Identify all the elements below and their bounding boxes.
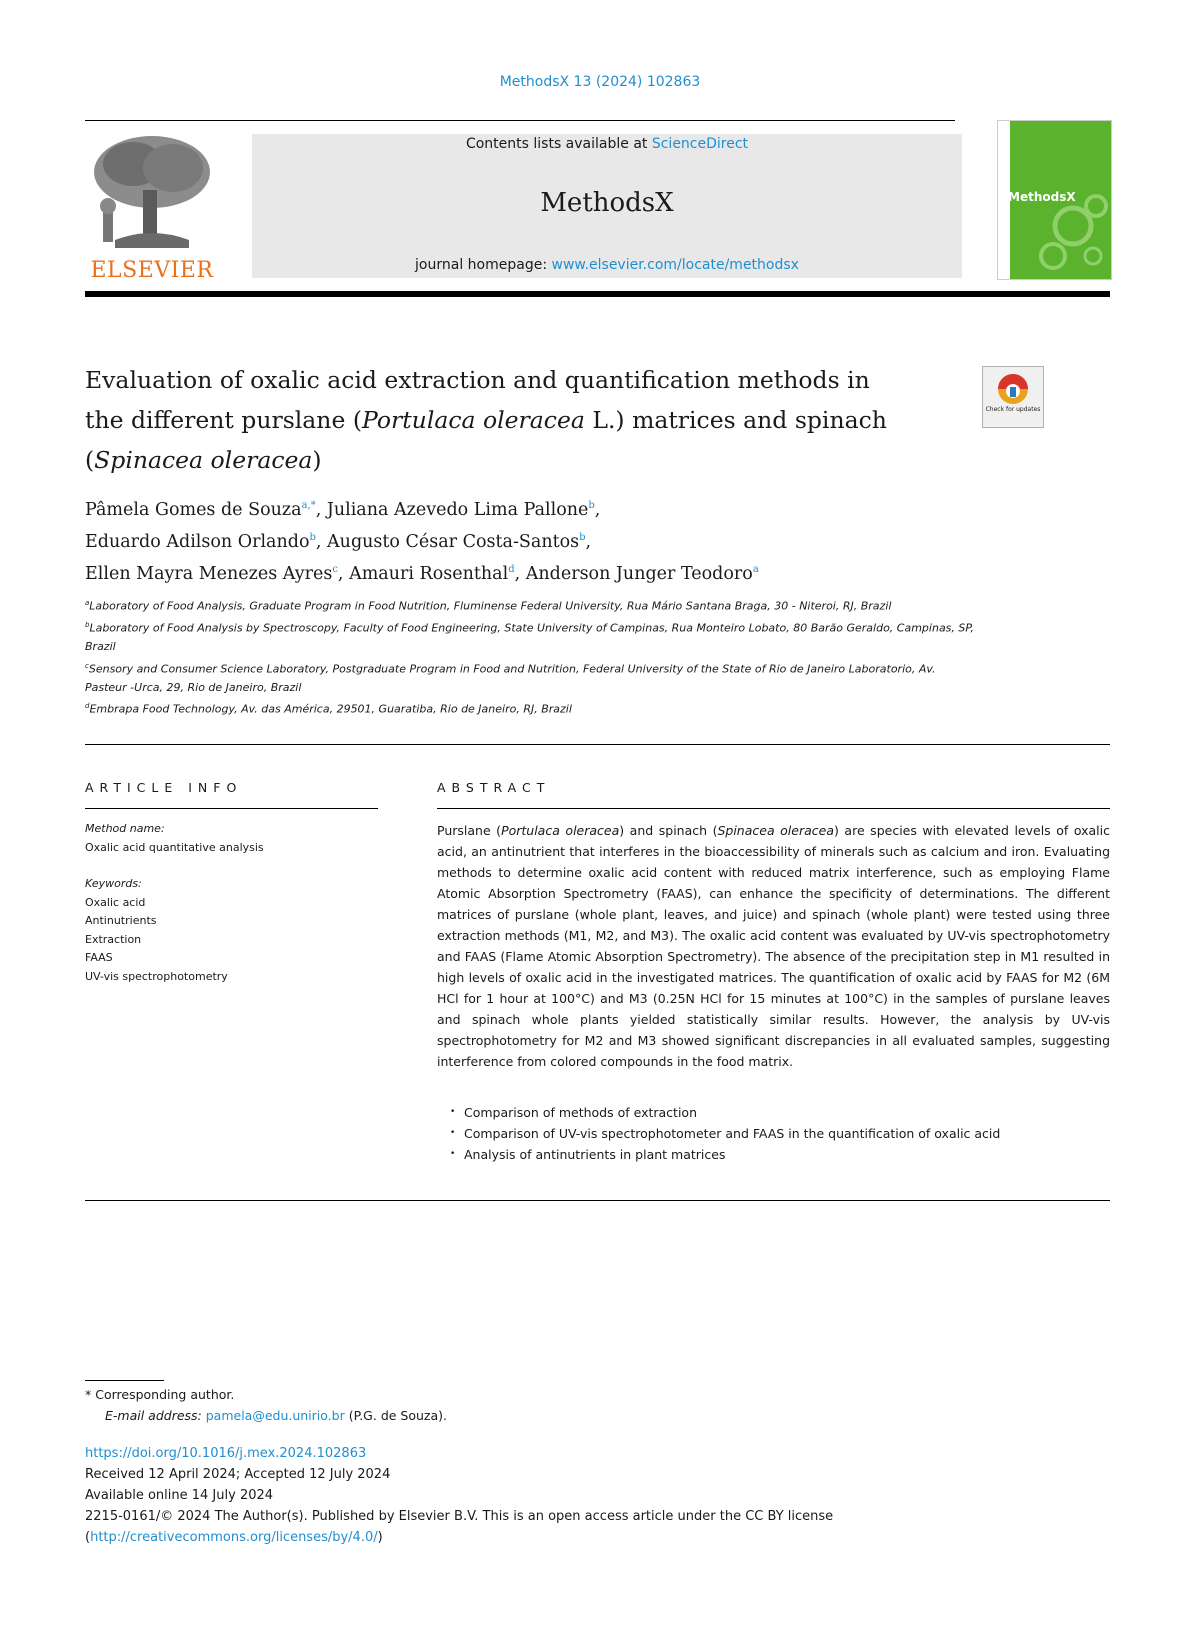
author-separator: ,: [315, 500, 327, 520]
method-value: Oxalic acid quantitative analysis: [85, 840, 264, 854]
author-name[interactable]: Augusto César Costa-Santos: [327, 532, 580, 552]
sciencedirect-link[interactable]: ScienceDirect: [651, 136, 749, 152]
article-title: [85, 360, 975, 480]
author-name[interactable]: Amauri Rosenthal: [349, 564, 509, 584]
homepage-line: [252, 257, 962, 273]
title-line-1: Evaluation of oxalic acid extraction and quantification methods in: [85, 366, 870, 394]
author-separator: ,: [514, 564, 526, 584]
corresponding-footnote: [85, 1384, 785, 1426]
author-affiliation-marker[interactable]: b: [579, 532, 586, 543]
homepage-prefix: journal homepage:: [415, 257, 552, 273]
article-info-heading: ARTICLE INFO: [85, 780, 243, 795]
author-affiliation-marker[interactable]: a,*: [301, 500, 316, 511]
abstract-rule: [437, 808, 1110, 809]
title-text: L.) matrices and spinach: [584, 406, 887, 434]
author-separator: ,: [585, 532, 592, 552]
footnote-rule: [85, 1380, 164, 1381]
publication-info: [85, 1443, 985, 1548]
email-link[interactable]: pamela@edu.unirio.br: [205, 1408, 345, 1423]
abstract-fragment: Purslane (: [437, 823, 502, 838]
affiliation-item: [85, 697, 975, 719]
affiliation-item: [85, 594, 975, 616]
affiliation-item: [85, 657, 975, 698]
keyword-item: FAAS: [85, 951, 113, 964]
abstract-fragment: ) are species with elevated levels of oxalic acid, an antinutrient that interferes in the bioaccessibility of minerals such as calcium and iron. Evaluating methods to determine oxalic acid content with reduced matrix interference, such as employing Flame Atomic Absorption Spectrometry (FAAS), can enhance the specificity of determinations. The different matrices of purslane (whole plant, leaves, and juice) and spinach (whole plant) were tested using three extraction methods (M1, M2, and M3). The oxalic acid content was evaluated by UV-vis spectrophotometry and FAAS (Flame Atomic Absorption Spectrometry). The absence of the precipitation step in M1 resulted in high levels of oxalic acid in the investigated matrices. The quantification of oxalic acid by FAAS for M2 (6M HCl for 1 hour at 100°C) and M3 (0.25N HCl for 15 minutes at 100°C) in the samples of purslane leaves and spinach whole plants yielded statistically similar results. However, the analysis by UV-vis spectrophotometry for M2 and M3 showed significant discrepancies in all evaluated samples, suggesting interference from colored compounds in the food matrix.: [437, 823, 1110, 1069]
license-paren: (: [85, 1530, 91, 1545]
affiliation-item: [85, 616, 975, 657]
title-text: (: [85, 446, 95, 474]
title-line-3: [85, 440, 975, 480]
available-online: Available online 14 July 2024: [85, 1488, 274, 1503]
author-affiliation-marker[interactable]: b: [588, 500, 595, 511]
title-line-2: [85, 400, 975, 440]
title-text: ): [312, 446, 322, 474]
email-label: E-mail address:: [105, 1408, 206, 1423]
method-label: Method name:: [85, 822, 165, 835]
author-separator: ,: [315, 532, 328, 552]
footnote-marker: *: [85, 1387, 92, 1402]
author-affiliation-marker[interactable]: d: [508, 564, 515, 575]
article-info-rule: [85, 808, 378, 809]
author-affiliation-marker[interactable]: b: [309, 532, 316, 543]
keywords-label: Keywords:: [85, 877, 142, 890]
header-rule: [85, 291, 1110, 297]
check-for-updates-label: Check for updates: [985, 406, 1041, 413]
title-species: Portulaca oleracea: [362, 406, 585, 434]
affiliation-text: Laboratory of Food Analysis by Spectroscopy, Faculty of Food Engineering, State University of Campinas, Rua Monteiro Lobato, 80 Barão Geraldo, Campinas, SP, Brazil: [85, 621, 975, 654]
author-name[interactable]: Ellen Mayra Menezes Ayres: [85, 564, 333, 584]
highlight-item: • Analysis of antinutrients in plant matrices: [450, 1144, 1110, 1165]
spacer: [85, 857, 385, 875]
section-divider: [85, 1200, 1110, 1201]
affiliation-text: Sensory and Consumer Science Laboratory, Postgraduate Program in Food and Nutrition, Federal University of the State of Rio de Janeiro Laboratorio, Av. Pasteur -Urca, 29, Rio de Janeiro, Brazil: [85, 662, 936, 694]
footnote-line: [85, 1384, 785, 1405]
keyword-item: UV-vis spectrophotometry: [85, 969, 228, 983]
author-line-1: [85, 492, 1065, 524]
footnote-text: Corresponding author.: [95, 1387, 235, 1402]
article-info-block: [85, 820, 385, 986]
license-text: 2215-0161/© 2024 The Author(s). Published by Elsevier B.V. This is an open access article under the CC BY license: [85, 1509, 834, 1524]
affiliation-list: [85, 594, 975, 720]
title-species: Spinacea oleracea: [94, 446, 313, 474]
author-name[interactable]: Anderson Junger Teodoro: [525, 564, 753, 584]
check-for-updates-button[interactable]: [982, 366, 1044, 428]
tree-logo-icon: [85, 130, 219, 255]
author-affiliation-marker[interactable]: c: [332, 564, 338, 575]
affiliation-text: Embrapa Food Technology, Av. das América, 29501, Guaratiba, Rio de Janeiro, RJ, Brazil: [89, 703, 572, 717]
journal-reference[interactable]: MethodsX 13 (2024) 102863: [499, 74, 701, 90]
author-name[interactable]: Juliana Azevedo Lima Pallone: [326, 500, 589, 520]
author-separator: ,: [594, 500, 601, 520]
footnote-email-line: [85, 1405, 785, 1426]
cover-label: MethodsX: [1008, 190, 1076, 204]
author-line-3: [85, 556, 1065, 588]
highlight-item: • Comparison of UV-vis spectrophotometer and FAAS in the quantification of oxalic acid: [450, 1123, 1110, 1144]
email-suffix: (P.G. de Souza).: [344, 1408, 447, 1423]
keyword-item: Extraction: [85, 932, 142, 946]
abstract-heading: ABSTRACT: [437, 780, 551, 795]
doi-link[interactable]: https://doi.org/10.1016/j.mex.2024.102863: [85, 1446, 367, 1461]
homepage-link[interactable]: www.elsevier.com/locate/methodsx: [551, 257, 799, 273]
title-text: the different purslane (: [85, 406, 362, 434]
license-link[interactable]: http://creativecommons.org/licenses/by/4.0/: [90, 1530, 378, 1545]
license-line: [85, 1527, 985, 1548]
received-dates: Received 12 April 2024; Accepted 12 July 2024: [85, 1467, 391, 1482]
check-for-updates-icon: [983, 367, 1043, 427]
author-list: [85, 492, 1065, 588]
highlight-item: • Comparison of methods of extraction: [450, 1102, 1110, 1123]
contents-line: [252, 136, 962, 152]
contents-prefix: Contents lists available at: [465, 136, 652, 152]
abstract-species: Portulaca oleracea: [501, 823, 620, 838]
author-name[interactable]: Pâmela Gomes de Souza: [85, 500, 302, 520]
author-separator: ,: [337, 564, 350, 584]
license-paren: ): [377, 1530, 383, 1545]
affiliation-marker: b: [85, 621, 90, 630]
abstract-fragment: ) and spinach (: [619, 823, 718, 838]
author-name[interactable]: Eduardo Adilson Orlando: [85, 532, 310, 552]
keyword-item: Antinutrients: [85, 914, 157, 927]
publisher-name: ELSEVIER: [90, 258, 214, 283]
affiliation-text: Laboratory of Food Analysis, Graduate Program in Food Nutrition, Fluminense Federal University, Rua Mário Santana Braga, 30 - Niteroi, RJ, Brazil: [89, 599, 892, 613]
abstract-text: [437, 820, 1110, 1072]
highlights-list: [450, 1102, 1110, 1165]
author-line-2: [85, 524, 1065, 556]
journal-title: MethodsX: [540, 188, 674, 218]
abstract-species: Spinacea oleracea: [717, 823, 834, 838]
author-affiliation-marker[interactable]: a: [752, 564, 759, 575]
section-divider: [85, 744, 1110, 745]
keyword-item: Oxalic acid: [85, 895, 146, 909]
affiliation-marker: c: [85, 661, 89, 670]
affiliation-marker: a: [85, 599, 90, 607]
top-rule: [85, 120, 955, 121]
affiliation-marker: d: [85, 702, 90, 711]
